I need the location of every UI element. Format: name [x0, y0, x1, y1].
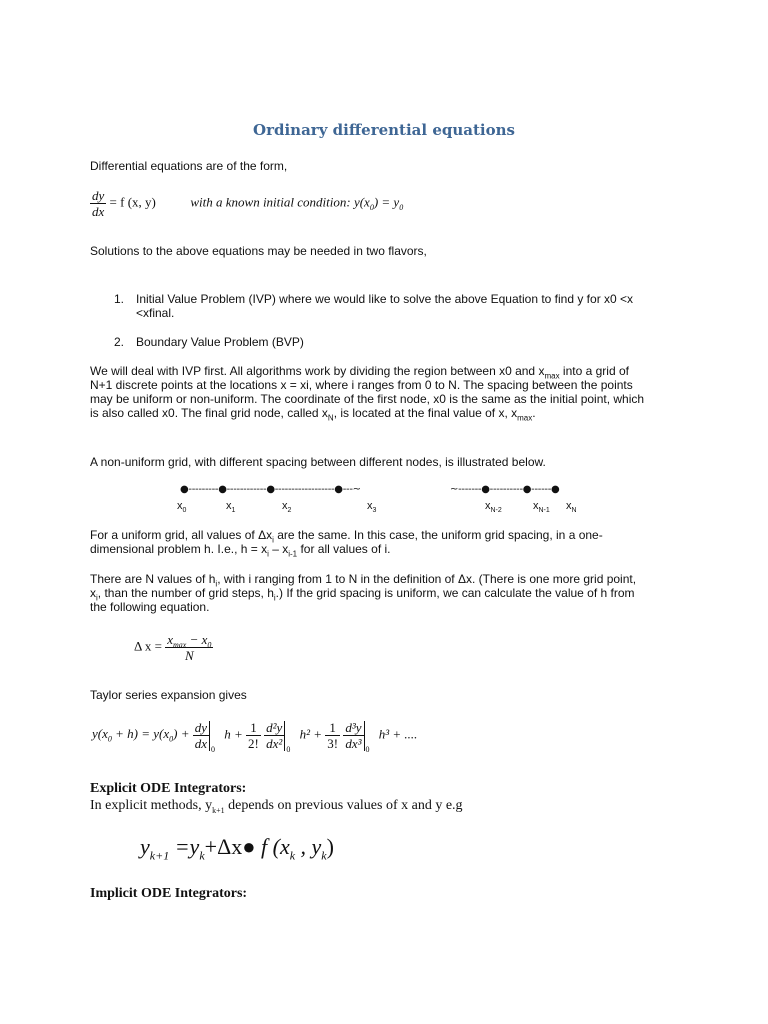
grid-right-segment: ~-------●----------●------● [450, 484, 560, 495]
grid-spacing-equation: Δ x = $\frac{x_{max} - x_0}{N}$ [134, 632, 212, 663]
node-label-x3: $x_3$ [367, 500, 377, 515]
implicit-heading: Implicit ODE Integrators: [90, 886, 248, 901]
ode-equation: $\frac{dy}{dx}$ = f (x, y) with a known initial condition: $y(x_0) = y_0$ [92, 188, 404, 219]
explicit-text: In explicit methods, $y_{k+1}$ depends on previous values of x and y e.g [90, 798, 463, 815]
list-item-2: Boundary Value Problem (BVP) [136, 335, 304, 349]
grid-left-segment: ●---------●------------●------------------●---~ [180, 484, 361, 495]
derivative-fraction: $\frac{dy}{dx}$ [92, 188, 105, 219]
spacing-fraction: $\frac{x_{max} - x_0}{N}$ [167, 632, 212, 663]
node-label-x2: $x_2$ [282, 500, 292, 515]
explicit-heading: Explicit ODE Integrators: [90, 781, 247, 796]
nvalues-paragraph: There are N values of $h_i$, with i ranging from 1 to N in the definition of Δx. (There is one more grid point, $x_i$, than the number of grid steps, $h_i$.) If the grid spacing is uniform, we can calculate the value of h from the following equation. [90, 572, 637, 614]
uniform-paragraph: For a uniform grid, all values of $\Delta x_i$ are the same. In this case, the uniform grid spacing, in a one- dimensional problem h. I.e., $h = x_i - x_{i-1}$ for all values of i. [90, 528, 603, 559]
list-marker-1: 1. [114, 292, 125, 306]
list-marker-2: 2. [114, 335, 125, 349]
nonuniform-text: A non-uniform grid, with different spacing between different nodes, is illustrated below. [90, 455, 546, 469]
solutions-text: Solutions to the above equations may be needed in two flavors, [90, 244, 427, 258]
explicit-update-equation: $y_{k+1}$ $=y_k+\Delta x●$ f ($x_k$ , $y_k$) [140, 834, 334, 863]
intro-text: Differential equations are of the form, [90, 159, 288, 173]
node-label-xn1: $x_{N-1}$ [533, 500, 550, 515]
taylor-equation: $y(x_0 + h) = y(x_0)$ + $\frac{dy}{dx}$ 0 h + $\frac{1}{2!}$ $\frac{\text{d²y}}{\text{dx²}}$ 0 h² + $\frac{1}{3!}$ $\frac{\text{d³y}}{\text{dx³}}$ 0 h³ + .... [92, 720, 418, 755]
node-label-x0: $x_0$ [177, 500, 187, 515]
ivp-paragraph: We will deal with IVP first. All algorithms work by dividing the region between x0 and $x_{max}$ into a grid of N+1 discrete points at the locations x = xi, where i ranges from 0 to N. The spacing between the points may be uniform or non-uniform. The coordinate of the first node, x0 is the same as the initial point, which is also called x0. The final grid node, called $x_N$, is located at the final value of x, $x_{max}$. [90, 364, 645, 423]
taylor-text: Taylor series expansion gives [90, 688, 247, 702]
node-label-x1: $x_1$ [226, 500, 236, 515]
page-title: Ordinary differential equations [253, 121, 515, 139]
node-label-xn2: $x_{N-2}$ [485, 500, 502, 515]
list-item-1: Initial Value Problem (IVP) where we would like to solve the above Equation to find y for x0 <x <xfinal. [136, 292, 634, 320]
node-label-xn: $x_N$ [566, 500, 577, 515]
